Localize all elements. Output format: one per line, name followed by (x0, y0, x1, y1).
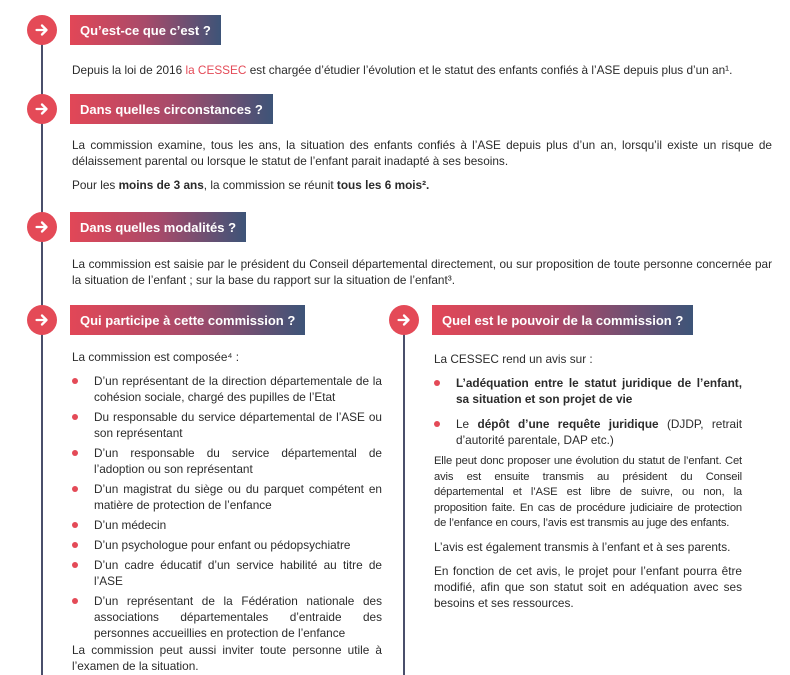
list-item: D’un psychologue pour enfant ou pédopsychiatre (72, 537, 382, 553)
list-item: D’un médecin (72, 517, 382, 533)
list-item: L’adéquation entre le statut juridique de l’enfant, sa situation et son projet de vie (434, 375, 742, 407)
bullet-icon (72, 378, 78, 384)
bullet-icon (72, 414, 78, 420)
section-title-power: Quel est le pouvoir de la commission ? (432, 305, 693, 335)
bullet-icon (72, 450, 78, 456)
section-title-modalities: Dans quelles modalités ? (70, 212, 246, 242)
list-item: Le dépôt d’une requête juridique (DJDP, retrait d’autorité parentale, DAP etc.) (434, 416, 742, 448)
list-item: D’un cadre éducatif d’un service habilité au titre de l’ASE (72, 557, 382, 589)
list-item: Du responsable du service départemental de l’ASE ou son représentant (72, 409, 382, 441)
list-item: D’un représentant de la Fédération nationale des associations départementales d’entraide des personnes accueillies en protection de l’enfance (72, 593, 382, 641)
list-item: D’un responsable du service départemental de l’adoption ou son représentant (72, 445, 382, 477)
bullet-icon (72, 486, 78, 492)
power-list (434, 375, 742, 452)
section-title-participants: Qui participe à cette commission ? (70, 305, 305, 335)
section-text-what: Depuis la loi de 2016 la CESSEC est chargée d’étudier l’évolution et le statut des enfants confiés à l’ASE depuis plus d’un an¹. (72, 63, 733, 77)
participants-list (72, 373, 382, 645)
timeline-line-main (41, 30, 43, 320)
section-title-what: Qu’est-ce que c’est ? (70, 15, 221, 45)
participants-outro: La commission peut aussi inviter toute personne utile à l’examen de la situation. (72, 643, 382, 673)
bullet-icon (72, 598, 78, 604)
bullet-icon (434, 421, 440, 427)
list-item: D’un magistrat du siège ou du parquet compétent en matière de protection de l’enfance (72, 481, 382, 513)
arrow-right-circle-icon (27, 94, 57, 124)
power-intro: La CESSEC rend un avis sur : (434, 352, 593, 366)
bullet-icon (72, 522, 78, 528)
arrow-right-circle-icon (27, 212, 57, 242)
cessec-highlight: la CESSEC (185, 63, 247, 77)
bullet-icon (434, 380, 440, 386)
bullet-icon (72, 542, 78, 548)
section-text-circumstances-2: Pour les moins de 3 ans, la commission se réunit tous les 6 mois². (72, 178, 430, 192)
participants-intro: La commission est composée⁴ : (72, 350, 240, 364)
section-text-circumstances-1: La commission examine, tous les ans, la situation des enfants confiés à l’ASE depuis plus d’un an, lorsqu’il existe un risque de délaissement parental ou lorsque le statut de l’enfant parait inadapté à ses besoins. (72, 138, 772, 168)
timeline-line-left (41, 320, 43, 675)
list-item: D’un représentant de la direction départementale de la cohésion sociale, chargé des pupilles de l’Etat (72, 373, 382, 405)
power-text-3: En fonction de cet avis, le projet pour l’enfant pourra être modifié, afin que son statut soit en adéquation avec ses besoins et ses ressources. (434, 564, 742, 610)
arrow-right-circle-icon (27, 15, 57, 45)
timeline-line-right (403, 320, 405, 675)
power-text-1: Elle peut donc proposer une évolution du statut de l’enfant. Cet avis est ensuite transmis au président du Conseil départemental et l’ASE est libre de suivre, ou non, la proposition faite. En cas de procédure judiciaire de protection de l’enfance en cours, l’avis est transmis au juge des enfants. (434, 455, 742, 529)
arrow-right-circle-icon (389, 305, 419, 335)
power-text-2: L’avis est également transmis à l’enfant et à ses parents. (434, 540, 731, 554)
section-text-modalities: La commission est saisie par le président du Conseil départemental directement, ou sur proposition de toute personne concernée par la situation de l’enfant ; sur la base du rapport sur la situation de l’enfant³. (72, 257, 772, 287)
arrow-right-circle-icon (27, 305, 57, 335)
section-title-circumstances: Dans quelles circonstances ? (70, 94, 273, 124)
bullet-icon (72, 562, 78, 568)
